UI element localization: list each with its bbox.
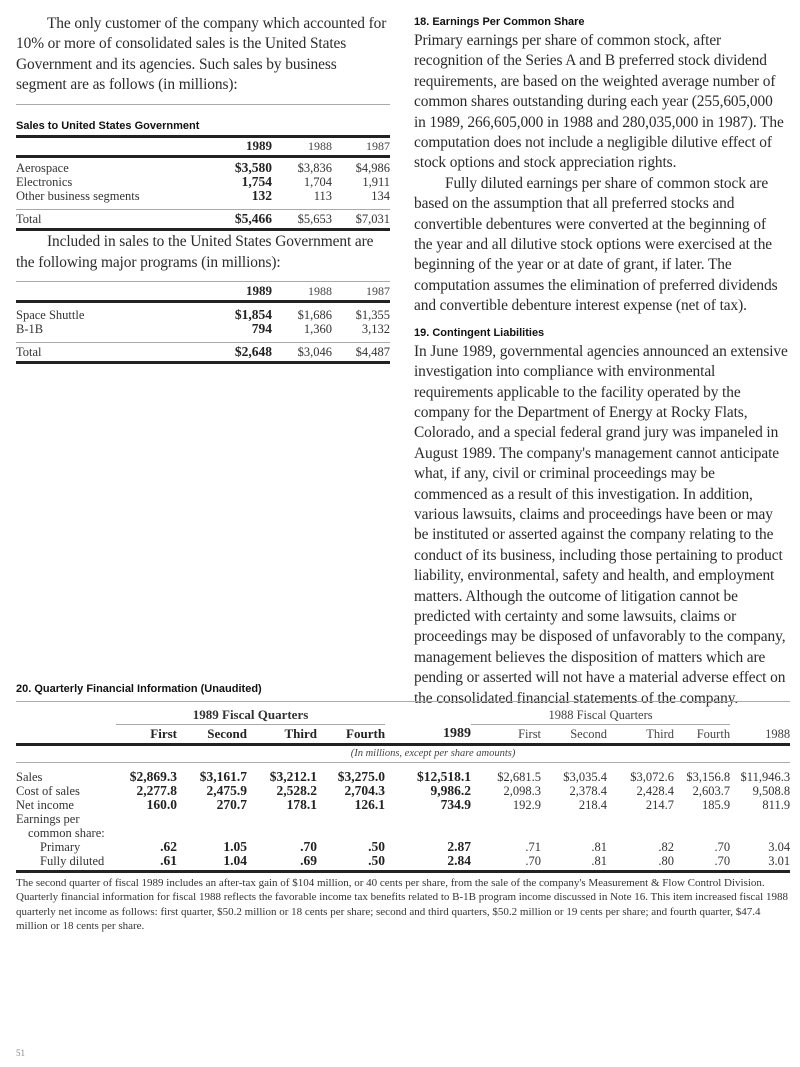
row-label: Aerospace	[16, 161, 69, 176]
table-row	[16, 175, 390, 189]
programs-paragraph: Included in sales to the United States Government are the following major programs (in millions):	[16, 233, 374, 271]
row-label: Primary	[40, 840, 81, 854]
table-row	[16, 840, 790, 854]
row-label: common share:	[28, 826, 105, 840]
cell: 3.04	[768, 840, 791, 854]
quarterly-table	[16, 702, 790, 873]
row-label: Fully diluted	[40, 854, 105, 868]
cell: .71	[525, 840, 542, 854]
table-row	[16, 161, 390, 175]
cell: 178.1	[286, 797, 317, 812]
right-column	[414, 13, 788, 709]
note20-heading: 20. Quarterly Financial Information (Unaudited)	[16, 683, 262, 695]
cell: $4,487	[355, 345, 390, 360]
page-number: 51	[16, 1048, 25, 1058]
year-header: 1988	[308, 139, 332, 154]
total-row	[16, 343, 390, 363]
group-header-1989: 1989 Fiscal Quarters	[192, 706, 309, 722]
cell: $3,156.8	[686, 770, 731, 784]
cell: .50	[368, 839, 386, 854]
cell: $3,161.7	[199, 769, 247, 784]
cell: $4,986	[355, 161, 390, 176]
row-label: Electronics	[16, 175, 73, 190]
column-header: Third	[646, 726, 675, 741]
divider	[16, 104, 390, 105]
cell: .70	[714, 840, 731, 854]
cell: $11,946.3	[740, 770, 791, 784]
cell: $2,648	[234, 344, 272, 360]
row-label: Net income	[16, 798, 74, 812]
cell: 2,098.3	[503, 784, 542, 798]
cell: 192.9	[512, 798, 542, 812]
cell: $5,466	[234, 211, 272, 227]
cell: 2.84	[447, 853, 472, 868]
table-row	[16, 812, 790, 826]
cell: .80	[658, 854, 675, 868]
quarterly-footnote: The second quarter of fiscal 1989 includes an after-tax gain of $104 million, or 40 cents per share, from the sale of the company's Measurement & Flow Control Division. Quarterly financial information for fiscal 1988 reflects the favorable income tax benefits related to B-1B program income discussed in Note 16. This item increased fiscal 1988 quarterly net income as follows: first quarter, $50.2 million or 18 cents per share; second and third quarters, $50.2 million or 19 cents per share; and fourth quarter, $47.4 million or 18 cents per share.	[16, 877, 788, 933]
cell: 2.87	[447, 839, 472, 854]
group-header-1988: 1988 Fiscal Quarters	[548, 707, 653, 722]
note19-paragraph: In June 1989, governmental agencies announced an extensive investigation into compliance with environmental requirements applicable to the facility operated by the company for the Department of Energy at Rocky Flats, Colorado, and a special federal grand jury was impaneled in August 1989. The company's management cannot anticipate what, if any, civil or criminal proceedings may be commenced as a result of this investigation. In addition, various lawsuits, claims and proceedings have been or may be instituted or asserted against the company relating to the conduct of its business, including those pertaining to product liability, environmental, safety and health, and employment matters. Although the outcome of litigation cannot be predicted with certainty and some lawsuits, claims or proceedings may be disposed of unfavorably to the company, management believes the disposition of matters which are pending or asserted will not have a material adverse effect on the consolidated financial statements of the company.	[414, 342, 788, 707]
gov-sales-table	[16, 138, 390, 233]
cell: 126.1	[354, 797, 386, 812]
note18-heading: 18. Earnings Per Common Share	[414, 16, 585, 28]
table-row	[16, 770, 790, 784]
cell: $2,681.5	[497, 770, 542, 784]
cell: $5,653	[297, 212, 332, 227]
cell: .70	[714, 854, 731, 868]
cell: $3,046	[297, 345, 332, 360]
cell: 9,508.8	[752, 784, 791, 798]
table-row	[16, 784, 790, 798]
cell: $3,072.6	[630, 770, 675, 784]
note18-paragraph-2: Fully diluted earnings per share of common stock are based on the assumption that all preferred stocks and convertible debentures were converted at the beginning of the year and all dilutive stock options were exercised at the beginning of the year or at date of grant, if later. The computation assumes the elimination of preferred dividends and convertible debenture interest expense (net of tax).	[414, 174, 778, 315]
cell: 1,911	[362, 175, 390, 190]
column-header: Fourth	[696, 726, 731, 741]
units-note: (In millions, except per share amounts)	[350, 747, 516, 759]
cell: 794	[251, 321, 272, 337]
cell: $7,031	[355, 212, 390, 227]
cell: 1.05	[223, 839, 247, 854]
cell: 270.7	[216, 797, 247, 812]
gov-sales-table-title: Sales to United States Government	[16, 119, 200, 132]
year-header: 1987	[366, 284, 390, 299]
cell: 2,704.3	[344, 783, 386, 798]
cell: 1,360	[303, 322, 332, 337]
row-label: Total	[16, 345, 42, 360]
cell: 811.9	[762, 798, 791, 812]
cell: 2,603.7	[692, 784, 731, 798]
column-header: Third	[284, 725, 317, 741]
column-header: First	[518, 726, 542, 741]
cell: 3.01	[768, 854, 791, 868]
column-header: Fourth	[346, 725, 386, 741]
cell: 185.9	[701, 798, 731, 812]
note18-paragraph-1: Primary earnings per share of common stock, after recognition of the Series A and B preferred stock dividend requirements, are based on the weighted average number of common shares outstanding during each year (255,605,000 in 1989, 266,605,000 in 1988 and 280,035,000 in 1987). The computation does not include a negligible dilutive effect of stock options and stock appreciation rights.	[414, 32, 784, 172]
cell: $2,869.3	[129, 769, 177, 784]
cell: 160.0	[146, 797, 177, 812]
cell: 1,754	[241, 174, 272, 190]
column-header: 1988	[765, 726, 791, 741]
cell: $1,854	[234, 307, 272, 323]
programs-table	[16, 282, 390, 366]
row-label: Other business segments	[16, 189, 140, 204]
cell: $3,035.4	[563, 770, 608, 784]
column-header: Second	[207, 725, 247, 741]
row-label: Earnings per	[16, 812, 80, 826]
year-header: 1987	[366, 139, 390, 154]
cell: .81	[591, 854, 608, 868]
note19-heading: 19. Contingent Liabilities	[414, 326, 545, 339]
cell: 9,986.2	[430, 783, 472, 798]
cell: .70	[525, 854, 542, 868]
cell: $1,355	[355, 308, 390, 323]
cell: .69	[300, 853, 317, 868]
cell: $3,275.0	[337, 769, 386, 784]
cell: 113	[313, 189, 332, 204]
year-header: 1989	[246, 283, 272, 299]
cell: 2,277.8	[136, 783, 177, 798]
cell: .62	[160, 839, 177, 854]
row-label: B-1B	[16, 322, 44, 337]
row-label: Total	[16, 212, 42, 227]
column-header: Second	[570, 726, 608, 741]
cell: 3,132	[361, 322, 390, 337]
cell: $3,212.1	[269, 769, 317, 784]
row-label: Space Shuttle	[16, 308, 85, 323]
column-header: 1989	[443, 725, 472, 741]
row-label: Cost of sales	[16, 784, 80, 798]
cell: .82	[658, 840, 675, 854]
year-header: 1989	[246, 138, 272, 154]
column-header: First	[150, 725, 177, 741]
cell: $1,686	[297, 308, 332, 323]
cell: $12,518.1	[417, 769, 472, 784]
left-column	[16, 13, 390, 365]
cell: 2,528.2	[276, 783, 317, 798]
table-row	[16, 798, 790, 812]
cell: .50	[368, 853, 386, 868]
total-row	[16, 210, 390, 230]
cell: .81	[591, 840, 608, 854]
table-row	[16, 322, 390, 336]
cell: .70	[300, 839, 317, 854]
year-header: 1988	[308, 284, 332, 299]
cell: 1,704	[303, 175, 332, 190]
cell: $3,836	[297, 161, 332, 176]
cell: 218.4	[578, 798, 608, 812]
table-row	[16, 826, 790, 840]
cell: 734.9	[440, 797, 472, 812]
intro-paragraph: The only customer of the company which accounted for 10% or more of consolidated sales is the United States Government and its agencies. Such sales by business segment are as follows (in millions):	[16, 15, 387, 94]
cell: 132	[251, 188, 272, 204]
cell: 134	[371, 189, 390, 204]
table-row	[16, 308, 390, 322]
table-row	[16, 189, 390, 203]
row-label: Sales	[16, 770, 43, 784]
note20-section	[16, 683, 790, 934]
cell: 2,378.4	[569, 784, 608, 798]
table-row	[16, 854, 790, 868]
cell: 2,428.4	[636, 784, 675, 798]
cell: .61	[160, 853, 177, 868]
cell: 2,475.9	[206, 783, 247, 798]
cell: $3,580	[234, 160, 272, 176]
cell: 1.04	[223, 853, 247, 868]
cell: 214.7	[645, 798, 675, 812]
